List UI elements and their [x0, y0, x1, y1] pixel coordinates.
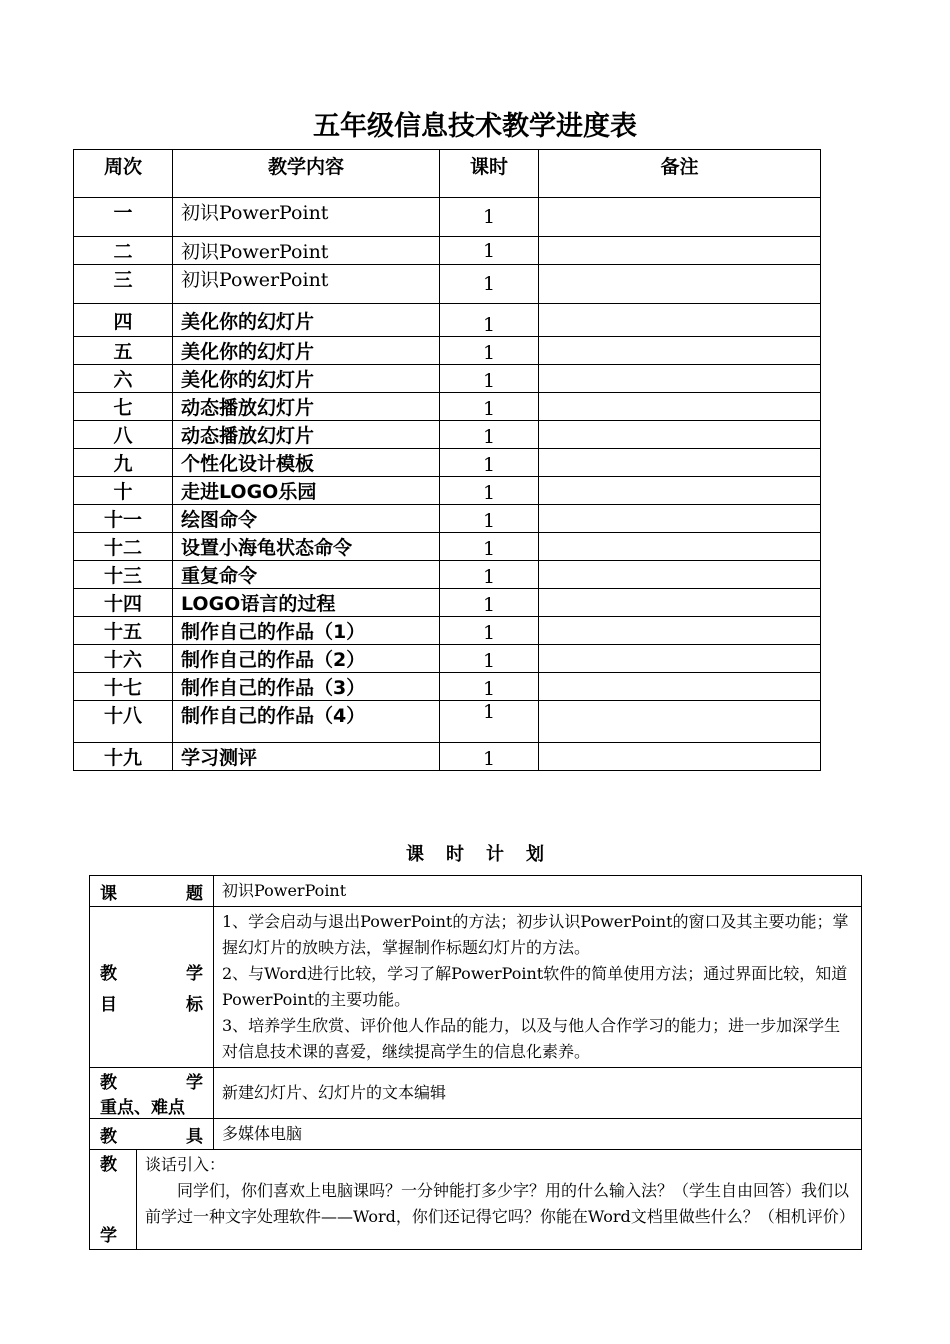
plan-row-process	[90, 1150, 862, 1250]
remark-cell	[539, 561, 821, 589]
week-cell: 十二	[74, 533, 173, 561]
remark-cell	[539, 393, 821, 421]
schedule-header-row	[74, 150, 821, 198]
content-cell: 绘图命令	[173, 505, 440, 533]
hours-cell: 1	[440, 393, 539, 421]
page-title: 五年级信息技术教学进度表	[313, 111, 637, 142]
week-cell: 十	[74, 477, 173, 505]
content-cell: 制作自己的作品（1）	[173, 617, 440, 645]
hours-cell: 1	[440, 561, 539, 589]
table-row	[74, 198, 821, 237]
remark-cell	[539, 237, 821, 265]
table-row	[74, 265, 821, 304]
table-row	[74, 477, 821, 505]
content-cell: 个性化设计模板	[173, 449, 440, 477]
content-cell: 重复命令	[173, 561, 440, 589]
table-row	[74, 617, 821, 645]
hours-cell: 1	[440, 477, 539, 505]
table-row	[74, 589, 821, 617]
remark-cell	[539, 304, 821, 337]
content-cell: 学习测评	[173, 743, 440, 771]
table-row	[74, 304, 821, 337]
lesson-plan-table	[89, 875, 862, 1250]
week-cell: 十五	[74, 617, 173, 645]
week-cell: 七	[74, 393, 173, 421]
content-cell: 动态播放幻灯片	[173, 393, 440, 421]
week-cell: 三	[74, 265, 173, 304]
table-row	[74, 505, 821, 533]
content-cell: 美化你的幻灯片	[173, 337, 440, 365]
process-value	[137, 1150, 862, 1250]
table-row	[74, 449, 821, 477]
remark-cell	[539, 701, 821, 743]
week-cell: 八	[74, 421, 173, 449]
remark-cell	[539, 645, 821, 673]
process-intro: 谈话引入：	[145, 1155, 226, 1174]
hours-cell: 1	[440, 198, 539, 237]
content-cell: 制作自己的作品（3）	[173, 673, 440, 701]
content-cell: 初识PowerPoint	[173, 265, 440, 304]
week-cell: 十八	[74, 701, 173, 743]
header-content: 教学内容	[173, 150, 440, 198]
hours-cell: 1	[440, 304, 539, 337]
table-row	[74, 365, 821, 393]
table-row	[74, 533, 821, 561]
week-cell: 十六	[74, 645, 173, 673]
remark-cell	[539, 589, 821, 617]
topic-label: 课 题	[90, 876, 214, 907]
content-cell: 美化你的幻灯片	[173, 304, 440, 337]
process-text: 同学们，你们喜欢上电脑课吗？一分钟能打多少字？用的什么输入法？（学生自由回答）我们以前学过一种文字处理软件——Word，你们还记得它吗？你能在Word文档里做些什么？（相机评价）	[145, 1181, 855, 1226]
goal-item: 2、与Word进行比较，学习了解PowerPoint软件的简单使用方法；通过界面比较，知道PowerPoint的主要功能。	[222, 964, 848, 1009]
hours-cell: 1	[440, 449, 539, 477]
table-row	[74, 743, 821, 771]
hours-cell: 1	[440, 421, 539, 449]
remark-cell	[539, 365, 821, 393]
hours-cell: 1	[440, 701, 539, 743]
content-cell: 制作自己的作品（4）	[173, 701, 440, 743]
remark-cell	[539, 421, 821, 449]
header-hours: 课时	[440, 150, 539, 198]
week-cell: 十一	[74, 505, 173, 533]
content-cell: 美化你的幻灯片	[173, 365, 440, 393]
week-cell: 二	[74, 237, 173, 265]
goals-label: 教 学 目 标	[90, 907, 214, 1068]
content-cell: 走进LOGO乐园	[173, 477, 440, 505]
week-cell: 五	[74, 337, 173, 365]
topic-value: 初识PowerPoint	[214, 876, 862, 907]
table-row	[74, 237, 821, 265]
table-row	[74, 645, 821, 673]
content-cell: 制作自己的作品（2）	[173, 645, 440, 673]
remark-cell	[539, 477, 821, 505]
tools-label: 教 具	[90, 1119, 214, 1150]
week-cell: 六	[74, 365, 173, 393]
focus-value: 新建幻灯片、幻灯片的文本编辑	[214, 1068, 862, 1119]
remark-cell	[539, 673, 821, 701]
header-week: 周次	[74, 150, 173, 198]
remark-cell	[539, 265, 821, 304]
remark-cell	[539, 743, 821, 771]
focus-label: 教 学 重点、难点	[90, 1068, 214, 1119]
hours-cell: 1	[440, 589, 539, 617]
hours-cell: 1	[440, 337, 539, 365]
hours-cell: 1	[440, 673, 539, 701]
remark-cell	[539, 449, 821, 477]
week-cell: 十七	[74, 673, 173, 701]
week-cell: 四	[74, 304, 173, 337]
remark-cell	[539, 337, 821, 365]
content-cell: 动态播放幻灯片	[173, 421, 440, 449]
goals-value	[214, 907, 862, 1068]
plan-row-focus	[90, 1068, 862, 1119]
header-remark: 备注	[539, 150, 821, 198]
week-cell: 九	[74, 449, 173, 477]
table-row	[74, 337, 821, 365]
tools-value: 多媒体电脑	[214, 1119, 862, 1150]
hours-cell: 1	[440, 645, 539, 673]
content-cell: 初识PowerPoint	[173, 198, 440, 237]
week-cell: 十四	[74, 589, 173, 617]
goal-item: 3、培养学生欣赏、评价他人作品的能力，以及与他人合作学习的能力；进一步加深学生对信息技术课的喜爱，继续提高学生的信息化素养。	[222, 1016, 841, 1061]
hours-cell: 1	[440, 617, 539, 645]
table-row	[74, 673, 821, 701]
hours-cell: 1	[440, 743, 539, 771]
table-row	[74, 421, 821, 449]
remark-cell	[539, 533, 821, 561]
week-cell: 十三	[74, 561, 173, 589]
plan-row-tools	[90, 1119, 862, 1150]
schedule-table	[73, 149, 821, 771]
week-cell: 一	[74, 198, 173, 237]
hours-cell: 1	[440, 505, 539, 533]
hours-cell: 1	[440, 237, 539, 265]
content-cell: 设置小海龟状态命令	[173, 533, 440, 561]
content-cell: 初识PowerPoint	[173, 237, 440, 265]
remark-cell	[539, 505, 821, 533]
process-label: 教 学	[90, 1150, 137, 1250]
hours-cell: 1	[440, 533, 539, 561]
week-cell: 十九	[74, 743, 173, 771]
table-row	[74, 393, 821, 421]
hours-cell: 1	[440, 265, 539, 304]
plan-subtitle: 课时计划	[406, 844, 566, 865]
remark-cell	[539, 617, 821, 645]
table-row	[74, 561, 821, 589]
hours-cell: 1	[440, 365, 539, 393]
plan-row-goals	[90, 907, 862, 1068]
plan-row-topic	[90, 876, 862, 907]
remark-cell	[539, 198, 821, 237]
content-cell: LOGO语言的过程	[173, 589, 440, 617]
goal-item: 1、学会启动与退出PowerPoint的方法；初步认识PowerPoint的窗口及其主要功能；掌握幻灯片的放映方法，掌握制作标题幻灯片的方法。	[222, 912, 849, 957]
table-row	[74, 701, 821, 743]
